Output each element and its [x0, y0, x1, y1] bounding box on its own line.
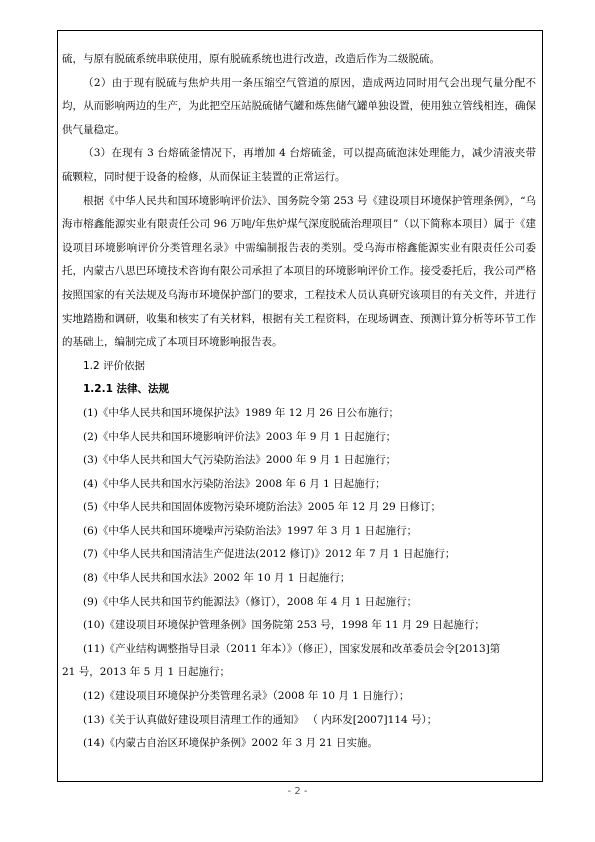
law-item: (6)《中华人民共和国环境噪声污染防治法》1997 年 3 月 1 日起施行； — [83, 524, 418, 537]
law-item: (9)《中华人民共和国节约能源法》（修订），2008 年 4 月 1 日起施行； — [83, 595, 418, 608]
law-item: (8)《中华人民共和国水法》2002 年 10 月 1 日起施行； — [83, 572, 351, 585]
law-item: (14)《内蒙古自治区环境保护条例》2002 年 3 月 21 日实施。 — [83, 737, 379, 750]
law-item: (3)《中华人民共和国大气污染防治法》2000 年 9 月 1 日起施行； — [83, 454, 397, 467]
law-item: (13)《关于认真做好建设项目清理工作的通知》 （ 内环发[2007]114 号）； — [83, 713, 438, 726]
law-item: (10)《建设项目环境保护管理条例》国务院第 253 号，1998 年 11 月 29 日起施行； — [83, 619, 485, 632]
law-item: (7)《中华人民共和国清洁生产促进法(2012 修订)》2012 年 7 月 1 日起施行； — [83, 548, 456, 561]
law-item: (12)《建设项目环境保护分类管理名录》（2008 年 10 月 1 日施行）； — [83, 690, 410, 703]
subsection-heading: 1.2.1 法律、法规 — [83, 383, 170, 396]
paragraph-basis: 根据《中华人民共和国环境影响评价法》、国务院令第 253 号《建设项目环境保护管理条例》，“乌海市榕鑫能源实业有限责任公司 96 万吨/年焦炉煤气深度脱硫治理项目”（以下简称本项目）属于《建设项目环境影响评价分类管理名录》中需编制报告表的类别。受乌海市榕鑫能源实业有限责任公司委托，内蒙古八思巴环境技术咨询有限公司承担了本项目的环境影响评价工作。接受委托后，我公司严格按照国家的有关法规及乌海市环境保护部门的要求，工程技术人员认真研究该项目的有关文件，并进行实地踏勘和调研，收集和核实了有关材料，根据有关工程资料，在现场调查、预测计算分析等环节工作的基础上，编制完成了本项目环境影响报告表。 — [62, 194, 536, 349]
paragraph-item-2: （2）由于现有脱硫与焦炉共用一条压缩空气管道的原因，造成两边同时用气会出现气量分配不均，从而影响两边的生产，为此把空压站脱硫储气罐和炼焦储气罐单独设置，使用独立管线相连，确保供气量稳定。 — [62, 76, 536, 136]
law-item: (2)《中华人民共和国环境影响评价法》2003 年 9 月 1 日起施行； — [83, 430, 397, 443]
law-item: (4)《中华人民共和国水污染防治法》2008 年 6 月 1 日起施行； — [83, 477, 386, 490]
law-item: (5)《中华人民共和国固体废物污染环境防治法》2005 年 12 月 29 日修订； — [83, 501, 442, 514]
section-heading: 1.2 评价依据 — [83, 359, 146, 372]
law-item: (11)《产业结构调整指导目录（2011 年本）》（修正），国家发展和改革委员会令[2013]第 — [83, 642, 501, 655]
document-body — [62, 48, 536, 756]
law-item: (1)《中华人民共和国环境保护法》1989 年 12 月 26 日公布施行； — [83, 406, 400, 419]
law-item-continuation: 21 号，2013 年 5 月 1 日起施行； — [62, 666, 230, 679]
paragraph-continuation: 硫，与原有脱硫系统串联使用，原有脱硫系统也进行改造，改造后作为二级脱硫。 — [62, 53, 440, 65]
paragraph-item-3: （3）在现有 3 台熔硫釜情况下，再增加 4 台熔硫釜，可以提高硫泡沫处理能力，减少清液夹带硫颗粒，同时便于设备的检修，从而保证主装置的正常运行。 — [62, 147, 536, 183]
page-number: - 2 - — [287, 786, 308, 797]
